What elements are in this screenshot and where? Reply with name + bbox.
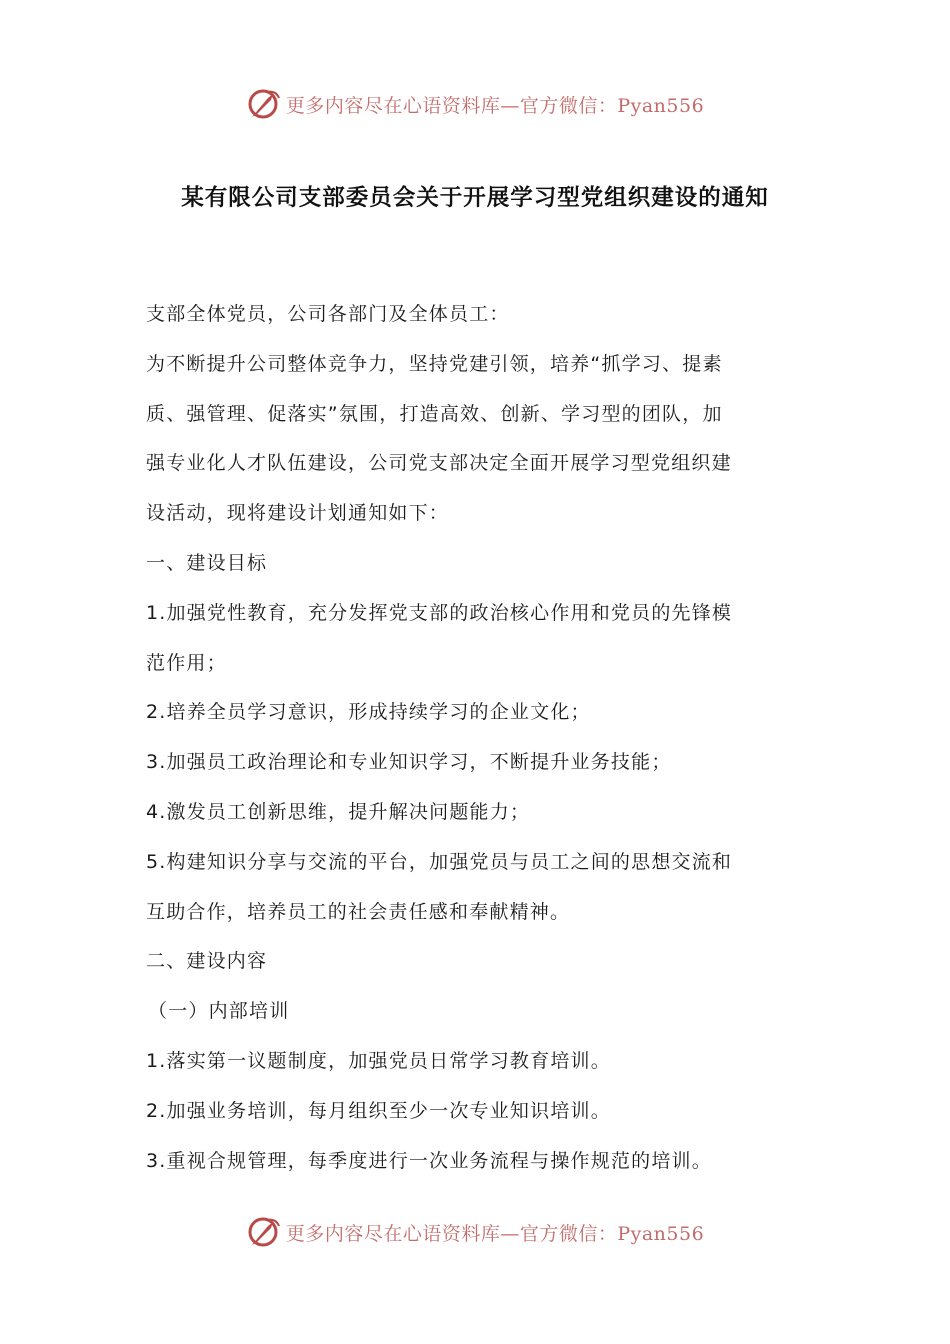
document-body (146, 290, 811, 1186)
subsection-heading: （一）内部培训 (148, 1000, 290, 1023)
watermark-text: 更多内容尽在心语资料库—官方微信：Pyan556 (285, 1222, 705, 1245)
list-item-continuation: 范作用； (146, 651, 227, 674)
list-item: 2.加强业务培训，每月组织至少一次专业知识培训。 (146, 1099, 611, 1122)
watermark-text: 更多内容尽在心语资料库—官方微信：Pyan556 (285, 94, 705, 117)
list-item: 5.构建知识分享与交流的平台，加强党员与员工之间的思想交流和 (146, 850, 733, 873)
list-item: 3.重视合规管理，每季度进行一次业务流程与操作规范的培训。 (146, 1149, 712, 1172)
watermark-header (0, 82, 950, 126)
section-heading: 一、建设目标 (146, 551, 268, 574)
paragraph-line: 强专业化人才队伍建设，公司党支部决定全面开展学习型党组织建 (146, 452, 732, 475)
paragraph-line: 为不断提升公司整体竞争力，坚持党建引领，培养“抓学习、提素 (146, 352, 723, 375)
salutation-line: 支部全体党员，公司各部门及全体员工： (146, 303, 510, 325)
list-item: 4.激发员工创新思维，提升解决问题能力； (146, 800, 531, 823)
list-item-continuation: 互助合作，培养员工的社会责任感和奉献精神。 (146, 900, 571, 923)
list-item: 2.培养全员学习意识，形成持续学习的企业文化； (146, 701, 591, 724)
list-item: 1.落实第一议题制度，加强党员日常学习教育培训。 (146, 1049, 611, 1072)
pen-logo-icon (246, 86, 282, 122)
list-item: 3.加强员工政治理论和专业知识学习，不断提升业务技能； (146, 751, 672, 774)
section-heading: 二、建设内容 (146, 950, 268, 973)
watermark-footer (0, 1210, 950, 1254)
pen-logo-icon (246, 1214, 282, 1250)
paragraph-line: 质、强管理、促落实”氛围，打造高效、创新、学习型的团队，加 (146, 402, 723, 425)
document-title: 某有限公司支部委员会关于开展学习型党组织建设的通知 (181, 185, 769, 211)
list-item: 1.加强党性教育，充分发挥党支部的政治核心作用和党员的先锋模 (146, 601, 733, 624)
paragraph-line: 设活动，现将建设计划通知如下： (146, 502, 450, 525)
